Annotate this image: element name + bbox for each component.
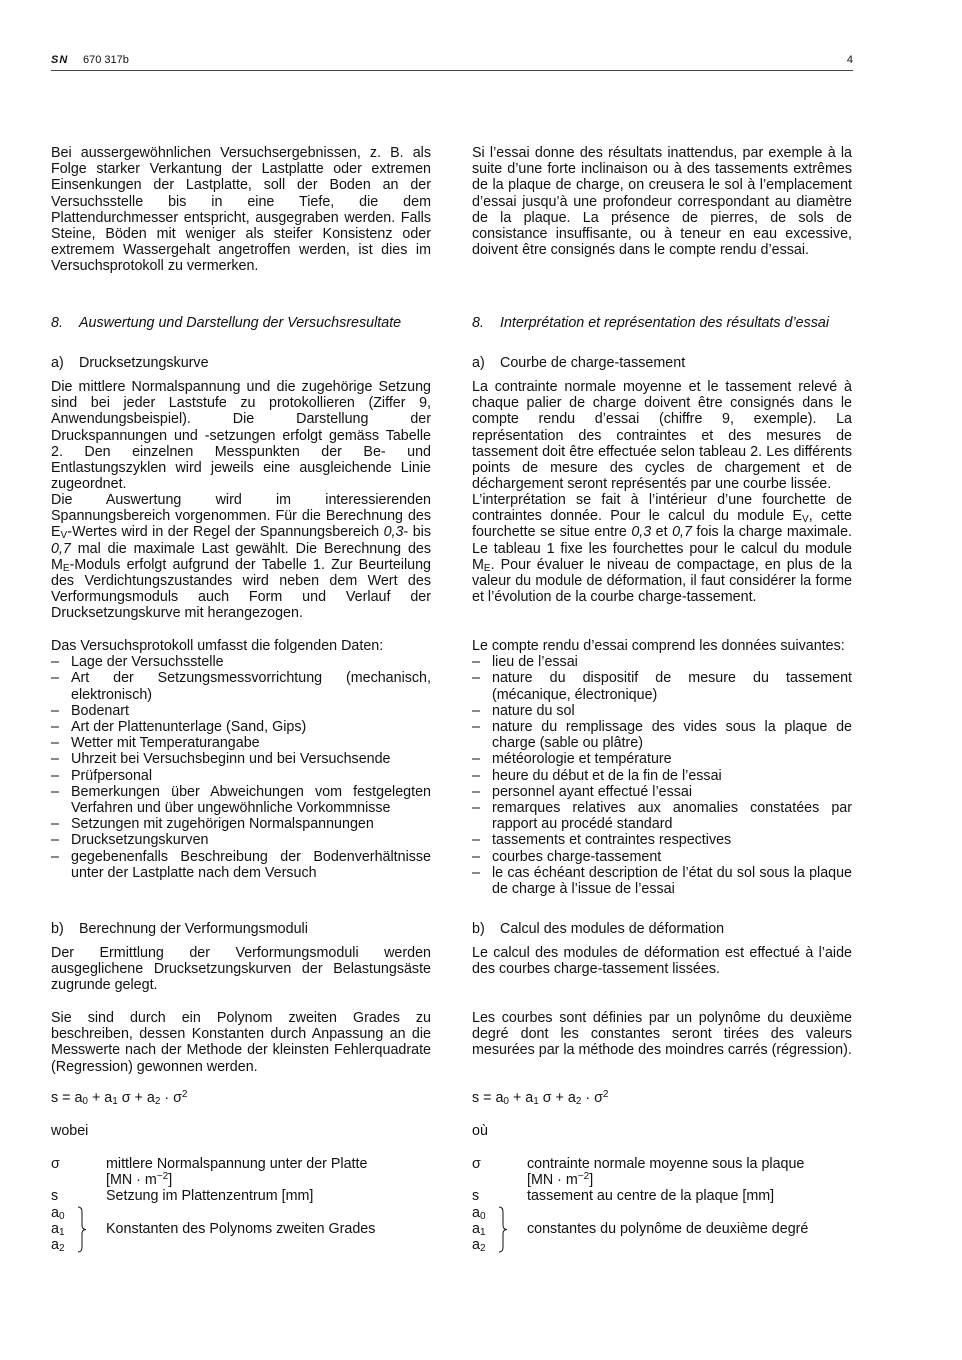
- sigma-unit: $[MN \cdot m^{-2}]$: [106, 1171, 173, 1189]
- paragraph-a2: Die Auswertung wird im interessierenden Spannungsbereich vorgenommen. Für die Berechnung des $E_V$-Wertes wird in der Regel der Spannungsbereich 0,3- bis 0,7 mal die maximale Last gewählt. Die Berechnung des $M_E$-Moduls erfolgt aufgrund der Tabelle 1. Zur Beurteilung des Verdichtungszustandes wird neben dem Wert des Verformungsmoduls auch Form und Verlauf der Drucksetzungskurve mit herangezogen.: [51, 492, 431, 622]
- list-item: – Setzungen mit zugehörigen Normalspannungen: [51, 816, 431, 832]
- symbol-definitions: [51, 1156, 431, 1254]
- list-item: – Uhrzeit bei Versuchsbeginn und bei Versuchsende: [51, 751, 431, 767]
- list-item: – heure du début et de la fin de l’essai: [472, 768, 852, 784]
- intro-paragraph: Bei aussergewöhnlichen Versuchsergebnissen, z. B. als Folge starker Verkantung der Lastplatte oder extremen Einsenkungen der Lastplatte, soll der Boden an der Versuchsstelle bis in eine Tiefe, die dem Plattendurchmesser entspricht, ausgegraben werden. Falls Steine, Böden mit weniger als steifer Konsistenz oder extremem Wassergehalt angetroffen werden, ist dies im Versuchsprotokoll zu vermerken.: [51, 145, 431, 275]
- section-heading: [472, 315, 852, 331]
- subsection-b-heading: [51, 921, 431, 937]
- paragraph-b1: Le calcul des modules de déformation est effectué à l’aide des courbes charge-tassement lissées.: [472, 945, 852, 978]
- symbol-definitions: [472, 1156, 852, 1254]
- s-symbol: s: [472, 1188, 480, 1205]
- paragraph-a1: La contrainte normale moyenne et le tassement relevé à chaque palier de charge doivent être consignés dans le compte rendu d’essai (chiffre 9, exemple). La représentation des contraintes et des mesures de tassement doit être effectuée selon tableau 2. Les différents points de mesure des cycles de chargement et de déchargement seront représentés par une courbe lissée.: [472, 379, 852, 493]
- curly-brace-icon: [496, 1206, 510, 1253]
- list-item: – lieu de l’essai: [472, 654, 852, 670]
- a1-symbol: $a_1$: [472, 1220, 486, 1238]
- subsection-a-heading: [51, 355, 431, 371]
- s-description: tassement au centre de la plaque [mm]: [527, 1188, 775, 1205]
- section-heading: [51, 315, 431, 331]
- paragraph-a1: Die mittlere Normalspannung und die zugehörige Setzung sind bei jeder Laststufe zu protokollieren (Ziffer 9, Anwendungsbeispiel). Die Darstellung der Druckspannungen und -setzungen erfolgt gemäss Tabelle 2. Den einzelnen Messpunkten der Be- und Entlastungszyklen wird jeweils eine ausgleichende Linie zugeordnet.: [51, 379, 431, 493]
- list-item: – météorologie et température: [472, 751, 852, 767]
- list-intro: Le compte rendu d’essai comprend les données suivantes:: [472, 638, 845, 654]
- a0-symbol: $a_0$: [472, 1204, 486, 1222]
- subsection-a-label: a): [472, 355, 485, 371]
- page-number: 4: [846, 54, 853, 66]
- sn-logo: SN: [51, 54, 69, 66]
- paragraph-a2: L’interprétation se fait à l’intérieur d’une fourchette de contraintes donnée. Pour le calcul du module $E_V$, cette fourchette se situe entre 0,3 et 0,7 fois la charge maximale. Le tableau 1 fixe les fourchettes pour le calcul du module $M_E$. Pour évaluer le niveau de compactage, en plus de la valeur du module de déformation, il faut considérer la forme et l’évolution de la courbe charge-tassement.: [472, 492, 853, 606]
- intro-paragraph: Si l’essai donne des résultats inattendus, par exemple à la suite d’une forte inclinaison ou à des tassements extrêmes de la plaque de charge, on creusera le sol à l’emplacement d’essai jusqu’à une profondeur correspondant au diamètre de la plaque. La présence de pierres, de sols de consistance insuffisante, ou à teneur en eau excessive, doivent être consignés dans le compte rendu d’essai.: [472, 145, 852, 259]
- subsection-a-title: Drucksetzungskurve: [79, 355, 209, 371]
- sigma-description: mittlere Normalspannung unter der Platte: [106, 1156, 368, 1172]
- section-title: Interprétation et représentation des résultats d’essai: [500, 315, 830, 331]
- list-item: – personnel ayant effectué l’essai: [472, 784, 852, 800]
- subsection-b-heading: [472, 921, 852, 937]
- sigma-unit: $[MN \cdot m^{-2}]$: [527, 1171, 594, 1189]
- list-item: – tassements et contraintes respectives: [472, 832, 852, 848]
- constants-description: Konstanten des Polynoms zweiten Grades: [106, 1220, 376, 1237]
- right-column-french: [472, 0, 853, 1254]
- section-title: Auswertung und Darstellung der Versuchsresultate: [79, 315, 402, 331]
- s-symbol: s: [51, 1188, 59, 1205]
- list-item: – gegebenenfalls Beschreibung der Bodenverhältnisse unter der Lastplatte nach dem Versuch: [51, 849, 431, 881]
- s-description: Setzung im Plattenzentrum [mm]: [106, 1188, 314, 1205]
- paragraph-b1: Der Ermittlung der Verformungsmoduli werden ausgeglichene Drucksetzungskurven der Belastungsäste zugrunde gelegt.: [51, 945, 431, 994]
- where-label: où: [472, 1123, 488, 1139]
- subsection-b-title: Berechnung der Verformungsmoduli: [79, 921, 308, 937]
- paragraph-b2: Les courbes sont définies par un polynôme du deuxième degré dont les constantes seront tirées des valeurs mesurées par la méthode des moindres carrés (régression).: [472, 1010, 852, 1059]
- sigma-symbol: σ: [472, 1156, 481, 1172]
- polynomial-formula: $s = a_0 + a_1$ $\sigma + a_2 \cdot \sigma^2$: [472, 1089, 609, 1107]
- list-item: – le cas échéant description de l’état du sol sous la plaque de charge à l’issue de l’essai: [472, 865, 852, 897]
- constants-description: constantes du polynôme de deuxième degré: [527, 1220, 809, 1237]
- curly-brace-icon: [75, 1206, 89, 1253]
- list-item: – Bemerkungen über Abweichungen vom festgelegten Verfahren und über ungewöhnliche Vorkommnisse: [51, 784, 431, 816]
- left-column-german: [51, 0, 431, 1254]
- list-item: – nature du remplissage des vides sous la plaque de charge (sable ou plâtre): [472, 719, 852, 751]
- subsection-a-label: a): [51, 355, 64, 371]
- list-item: – Lage der Versuchsstelle: [51, 654, 431, 670]
- a0-symbol: $a_0$: [51, 1204, 65, 1222]
- subsection-b-label: b): [51, 921, 64, 937]
- list-item: – Art der Setzungsmessvorrichtung (mechanisch, elektronisch): [51, 670, 431, 702]
- list-item: – Wetter mit Temperaturangabe: [51, 735, 431, 751]
- where-label: wobei: [51, 1123, 89, 1139]
- list-item: – nature du sol: [472, 703, 852, 719]
- list-item: – Bodenart: [51, 703, 431, 719]
- list-item: – remarques relatives aux anomalies constatées par rapport au procédé standard: [472, 800, 852, 832]
- list-item: – courbes charge-tassement: [472, 849, 852, 865]
- subsection-a-title: Courbe de charge-tassement: [500, 355, 686, 371]
- polynomial-formula: $s = a_0 + a_1$ $\sigma + a_2 \cdot \sigma^2$: [51, 1089, 188, 1107]
- list-item: – nature du dispositif de mesure du tassement (mécanique, électronique): [472, 670, 852, 702]
- document-code: 670 317b: [83, 54, 129, 66]
- section-number: 8.: [51, 315, 63, 331]
- section-number: 8.: [472, 315, 484, 331]
- subsection-b-title: Calcul des modules de déformation: [500, 921, 725, 937]
- subsection-a-heading: [472, 355, 852, 371]
- paragraph-b2: Sie sind durch ein Polynom zweiten Grades zu beschreiben, dessen Konstanten durch Anpassung an die Messwerte nach der Methode der kleinsten Fehlerquadrate (Regression) gewonnen werden.: [51, 1010, 431, 1075]
- protocol-list: [51, 654, 431, 881]
- list-item: – Prüfpersonal: [51, 768, 431, 784]
- protocol-list: [472, 654, 852, 897]
- subsection-b-label: b): [472, 921, 485, 937]
- a1-symbol: $a_1$: [51, 1220, 65, 1238]
- list-item: – Art der Plattenunterlage (Sand, Gips): [51, 719, 431, 735]
- list-item: – Drucksetzungskurven: [51, 832, 431, 848]
- a2-symbol: $a_2$: [51, 1236, 65, 1254]
- list-intro: Das Versuchsprotokoll umfasst die folgenden Daten:: [51, 638, 384, 654]
- sigma-symbol: σ: [51, 1156, 60, 1172]
- a2-symbol: $a_2$: [472, 1236, 486, 1254]
- sigma-description: contrainte normale moyenne sous la plaque: [527, 1156, 805, 1172]
